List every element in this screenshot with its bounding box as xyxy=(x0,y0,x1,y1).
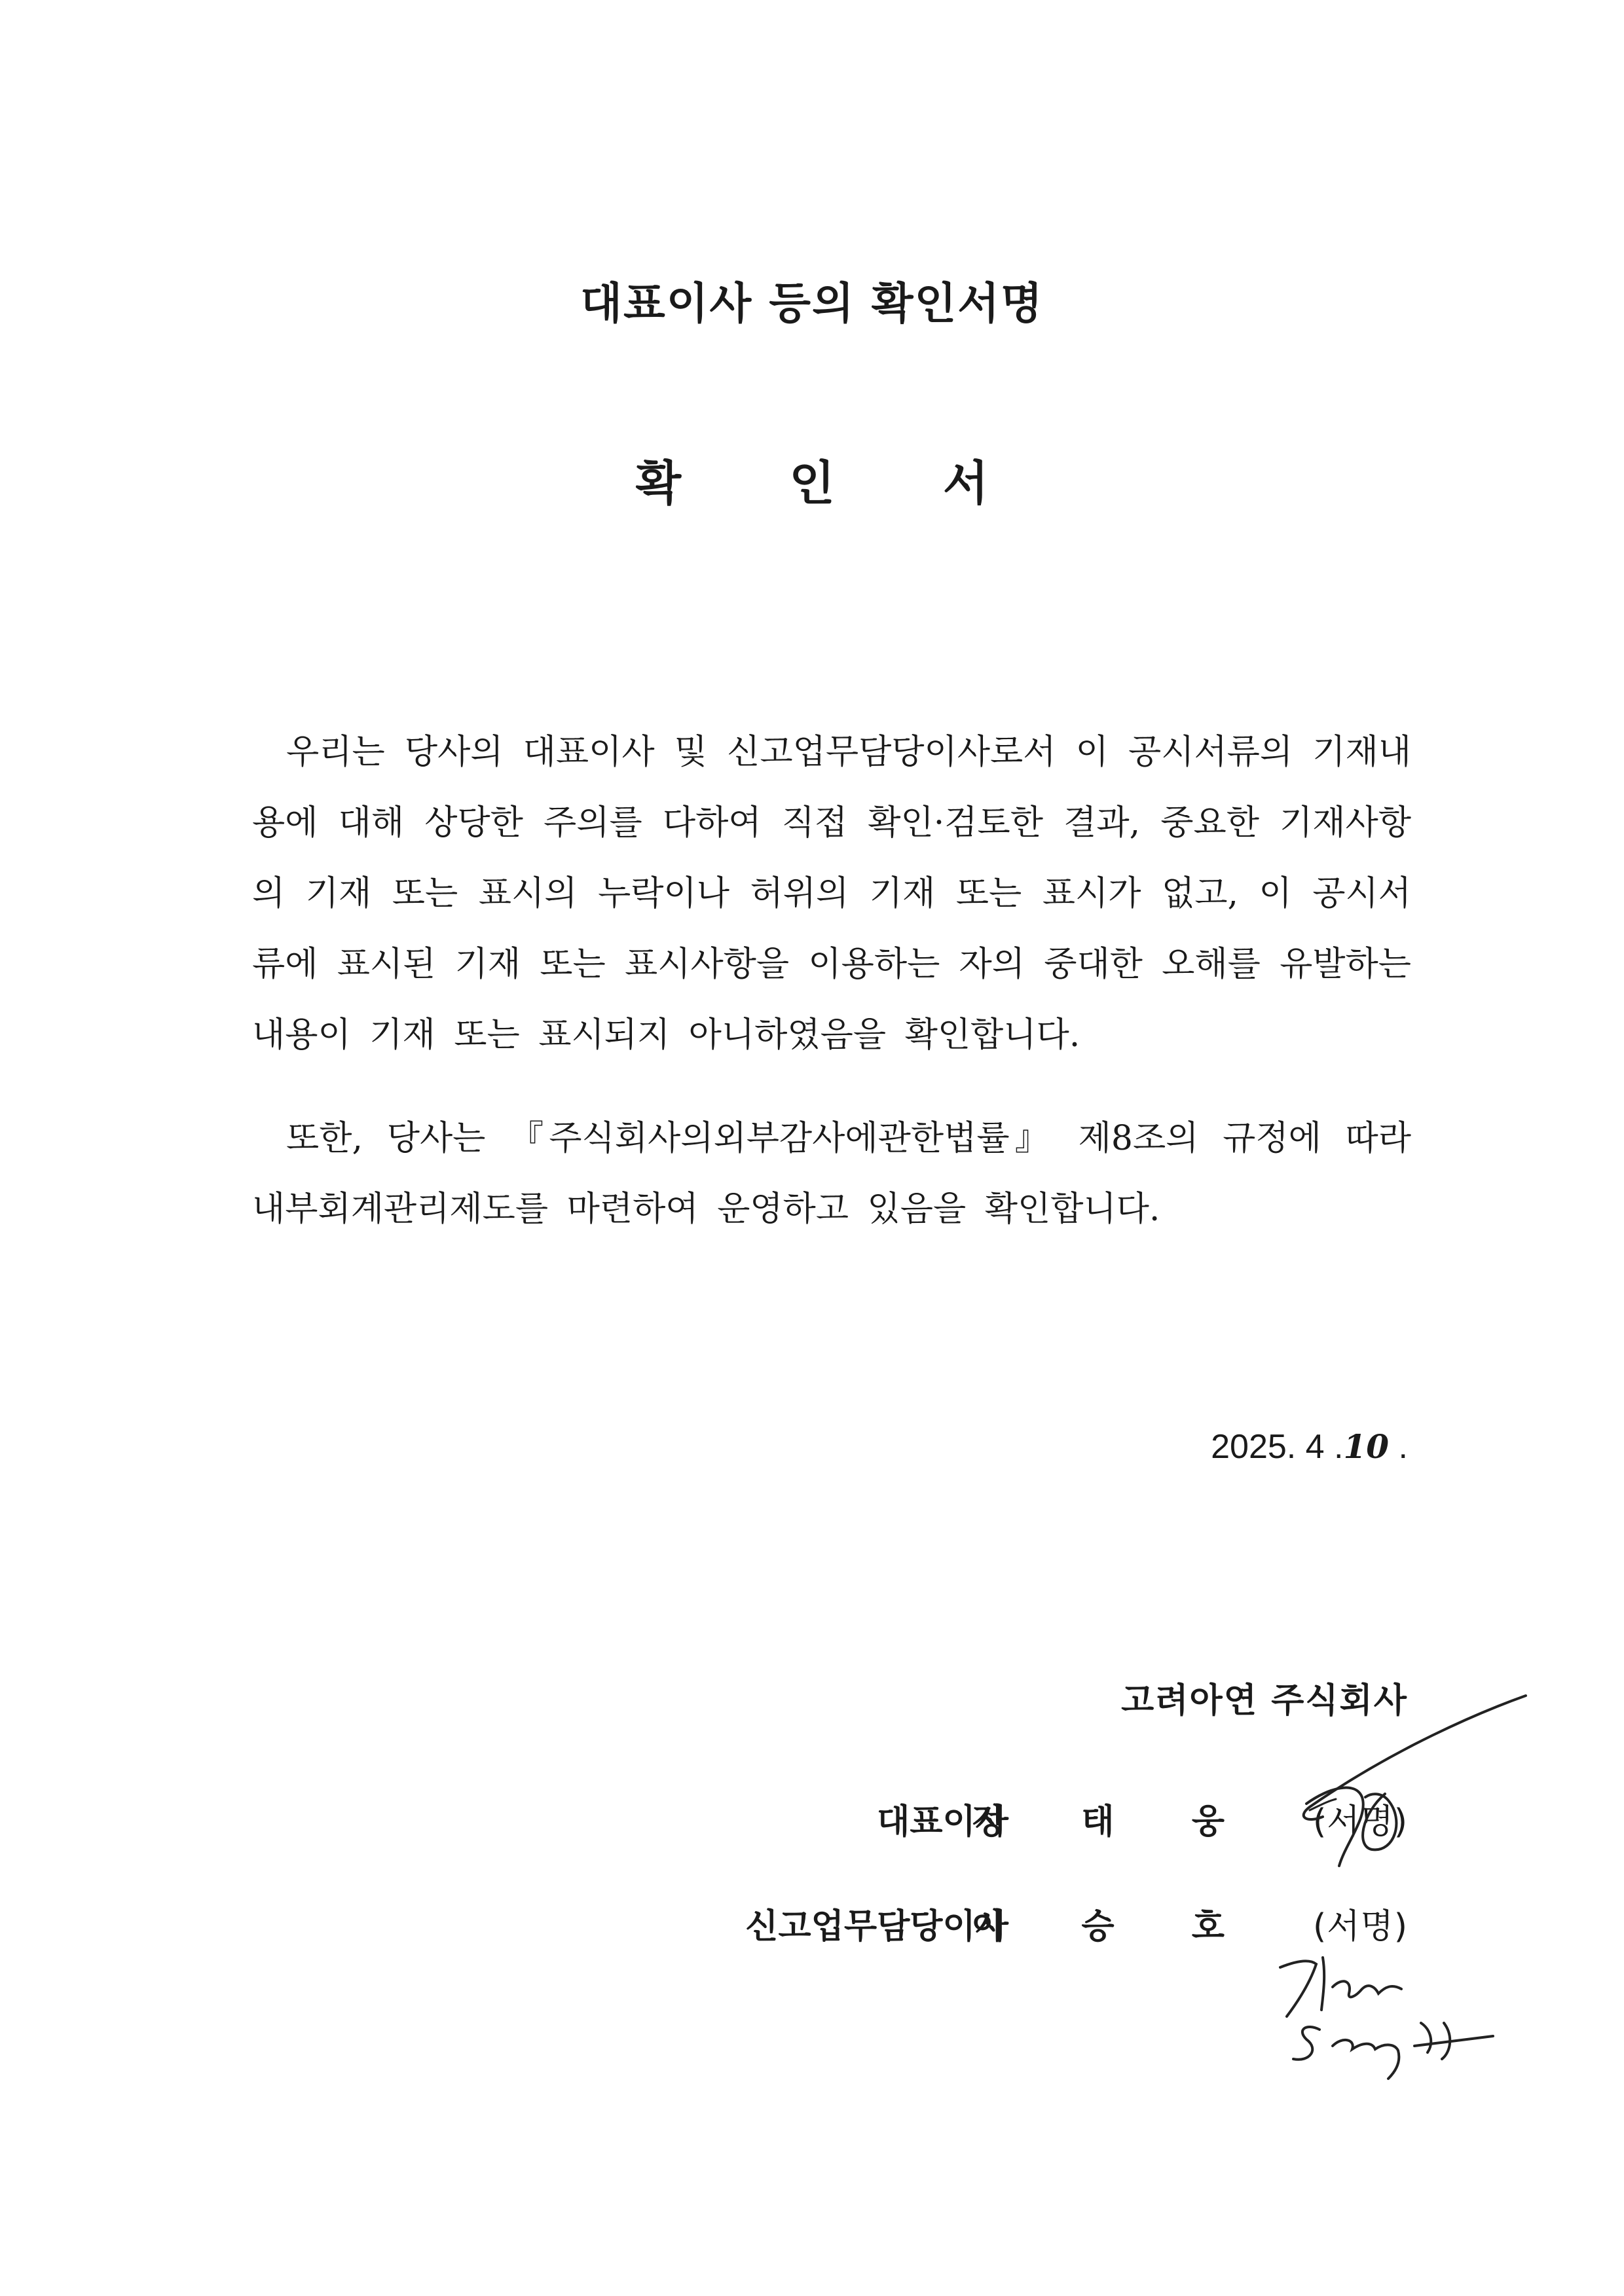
body-paragraph-1 xyxy=(252,717,1411,1070)
document-subtitle: 확 인 서 xyxy=(635,456,1035,511)
body-paragraph-2 xyxy=(252,1103,1411,1245)
date-printed: 2025. 4 . xyxy=(1211,1428,1344,1466)
paragraph-text: 우리는 당사의 대표이사 및 신고업무담당이사로서 이 공시서류의 기재내용에 대해 상당한 주의를 다하여 직접 확인·검토한 결과, 중요한 기재사항의 기재 또는 표시의 누락이나 허위의 기재 또는 표시가 없고, 이 공시서류에 표시된 기재 또는 표시사항을 이용하는 자의 중대한 오해를 유발하는 내용이 기재 또는 표시되지 아니하였음을 확인합니다. xyxy=(252,733,1411,1055)
ceo-handwritten-signature xyxy=(1231,1676,1545,1892)
date-day-handwritten: 10 xyxy=(1343,1427,1390,1466)
signatory-name: 이 승 호 xyxy=(971,1907,1257,1946)
company-name: 고려아연 주식회사 xyxy=(1121,1681,1408,1721)
paragraph-text: 또한, 당사는 『주식회사의외부감사에관한법률』 제8조의 규정에 따라 내부회계관리제도를 마련하여 운영하고 있음을 확인합니다. xyxy=(252,1119,1411,1229)
signatory-role: 신고업무담당이사 xyxy=(745,1907,1008,1946)
document-title: 대표이사 등의 확인서명 xyxy=(580,278,1044,329)
signature-label: (서명) xyxy=(1312,1802,1408,1842)
signatory-role: 대표이사 xyxy=(877,1802,1008,1842)
signatory-name: 정 태 웅 xyxy=(971,1802,1257,1842)
disclosure-officer-handwritten-signature xyxy=(1270,1931,1572,2082)
signature-label: (서명) xyxy=(1312,1907,1408,1946)
date-suffix: . xyxy=(1389,1428,1408,1466)
document-date xyxy=(1211,1427,1408,1467)
